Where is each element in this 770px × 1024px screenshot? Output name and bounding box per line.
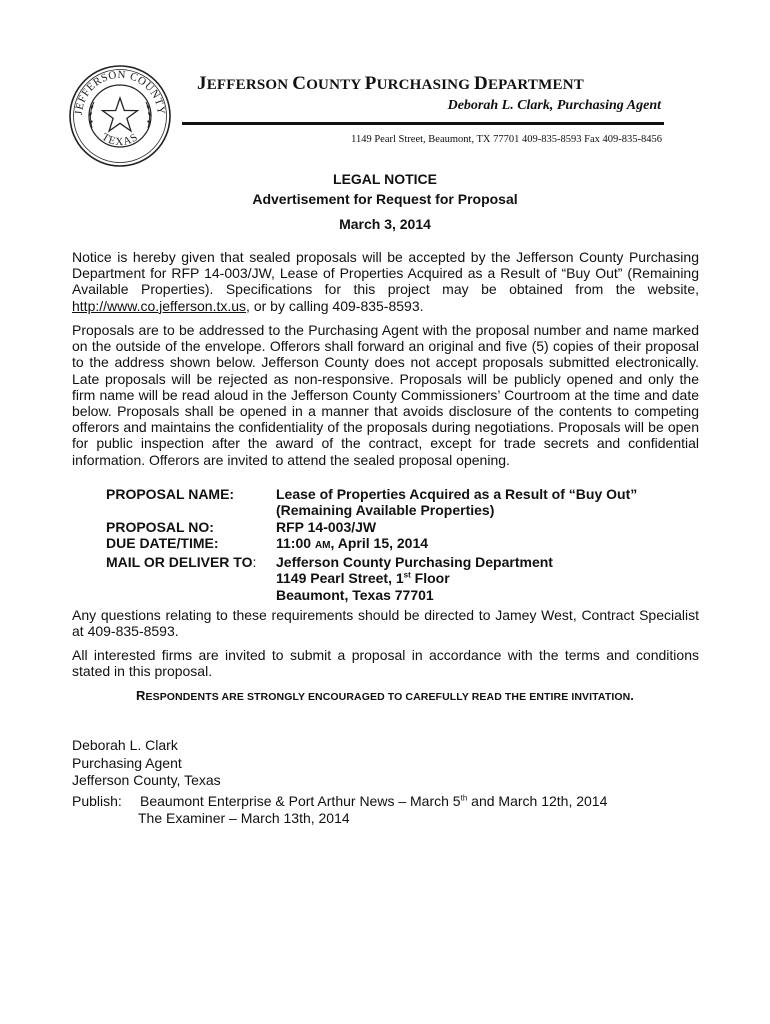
mail-row [106,554,637,570]
proposal-name-value-cont: (Remaining Available Properties) [276,502,495,519]
invitation-paragraph: All interested firms are invited to submit a proposal in accordance with the terms and conditions stated in this proposal. [72,647,699,680]
publish-line-1: Beaumont Enterprise & Port Arthur News – March 5th and March 12th, 2014 [140,793,608,809]
notice-paragraph-2: Proposals are to be addressed to the Purchasing Agent with the proposal number and name marked on the outside of the envelope. Offerors shall forward an original and five (5) copies of their proposal to the address shown below. Jefferson County does not accept proposals submitted electronically. Late proposals will be rejected as non-responsive. Proposals will be publicly opened and only the firm name will be read aloud in the Jefferson County Commissioners’ Courtroom at the time and date below. Proposals shall be opened in a manner that avoids disclosure of the contents to competing offerors and maintains the confidentiality of the proposals during negotiations. Proposals will be open for public inspection after the award of the contract, except for trade secrets and confidential information. Offerors are invited to attend the sealed proposal opening. [72,322,699,468]
county-seal-icon [68,64,172,168]
proposal-name-value: Lease of Properties Acquired as a Result of “Buy Out” [276,486,638,502]
mail-line-3: Beaumont, Texas 77701 [276,586,434,603]
mail-line-2: 1149 Pearl Street, 1st Floor [276,570,450,587]
website-link[interactable]: http://www.co.jefferson.tx.us [72,297,247,314]
due-date-value: 11:00 AM, April 15, 2014 [276,534,429,551]
proposal-no-value: RFP 14-003/JW [276,518,377,535]
proposal-no-label: PROPOSAL NO: [106,518,214,535]
proposal-name-label: PROPOSAL NAME: [106,486,235,502]
svg-text:TEXAS [100,131,141,148]
signatory-org: Jefferson County, Texas [72,772,221,788]
svg-text:JEFFERSON COUNTY [73,69,167,116]
due-date-row [106,535,637,554]
notice-heading: LEGAL NOTICE [333,171,437,187]
publish-label: Publish: [72,793,122,809]
signatory-title: Purchasing Agent [72,754,182,771]
proposal-name-row [106,486,637,502]
due-date-label: DUE DATE/TIME: [106,534,219,551]
notice-date: March 3, 2014 [339,216,431,232]
seal-text-bottom: TEXAS [99,130,141,149]
questions-paragraph: Any questions relating to these requirements should be directed to Jamey West, Contract Specialist at 409-835-8593. [72,607,699,640]
header-divider [182,122,664,125]
publish-line-2: The Examiner – March 13th, 2014 [138,810,350,826]
department-address: 1149 Pearl Street, Beaumont, TX 77701 409-835-8593 Fax 409-835-8456 [351,134,662,145]
notice-subheading: Advertisement for Request for Proposal [252,191,518,207]
mail-label: MAIL OR DELIVER TO: [106,554,257,571]
proposal-details [106,486,637,603]
notice-paragraph-1: Notice is hereby given that sealed proposals will be accepted by the Jefferson County Purchasing Department for RFP 14-003/JW, Lease of Properties Acquired as a Result of “Buy Out” (Remaining Available Properties). Specifications for this project may be obtained from the website, http://www.co.jefferson.tx.us, or by calling 409-835-8593. [72,249,699,314]
respondents-notice: RESPONDENTS ARE STRONGLY ENCOURAGED TO CAREFULLY READ THE ENTIRE INVITATION. [135,688,635,703]
proposal-no-row [106,519,637,535]
signature-block [72,737,221,790]
purchasing-agent-line: Deborah L. Clark, Purchasing Agent [447,98,661,113]
seal-text-top: JEFFERSON COUNTY [72,68,168,116]
publish-block [72,793,607,827]
department-title: JEFFERSON COUNTY PURCHASING DEPARTMENT [197,73,584,94]
signatory-name: Deborah L. Clark [72,737,178,753]
mail-line-1: Jefferson County Purchasing Department [276,554,553,571]
